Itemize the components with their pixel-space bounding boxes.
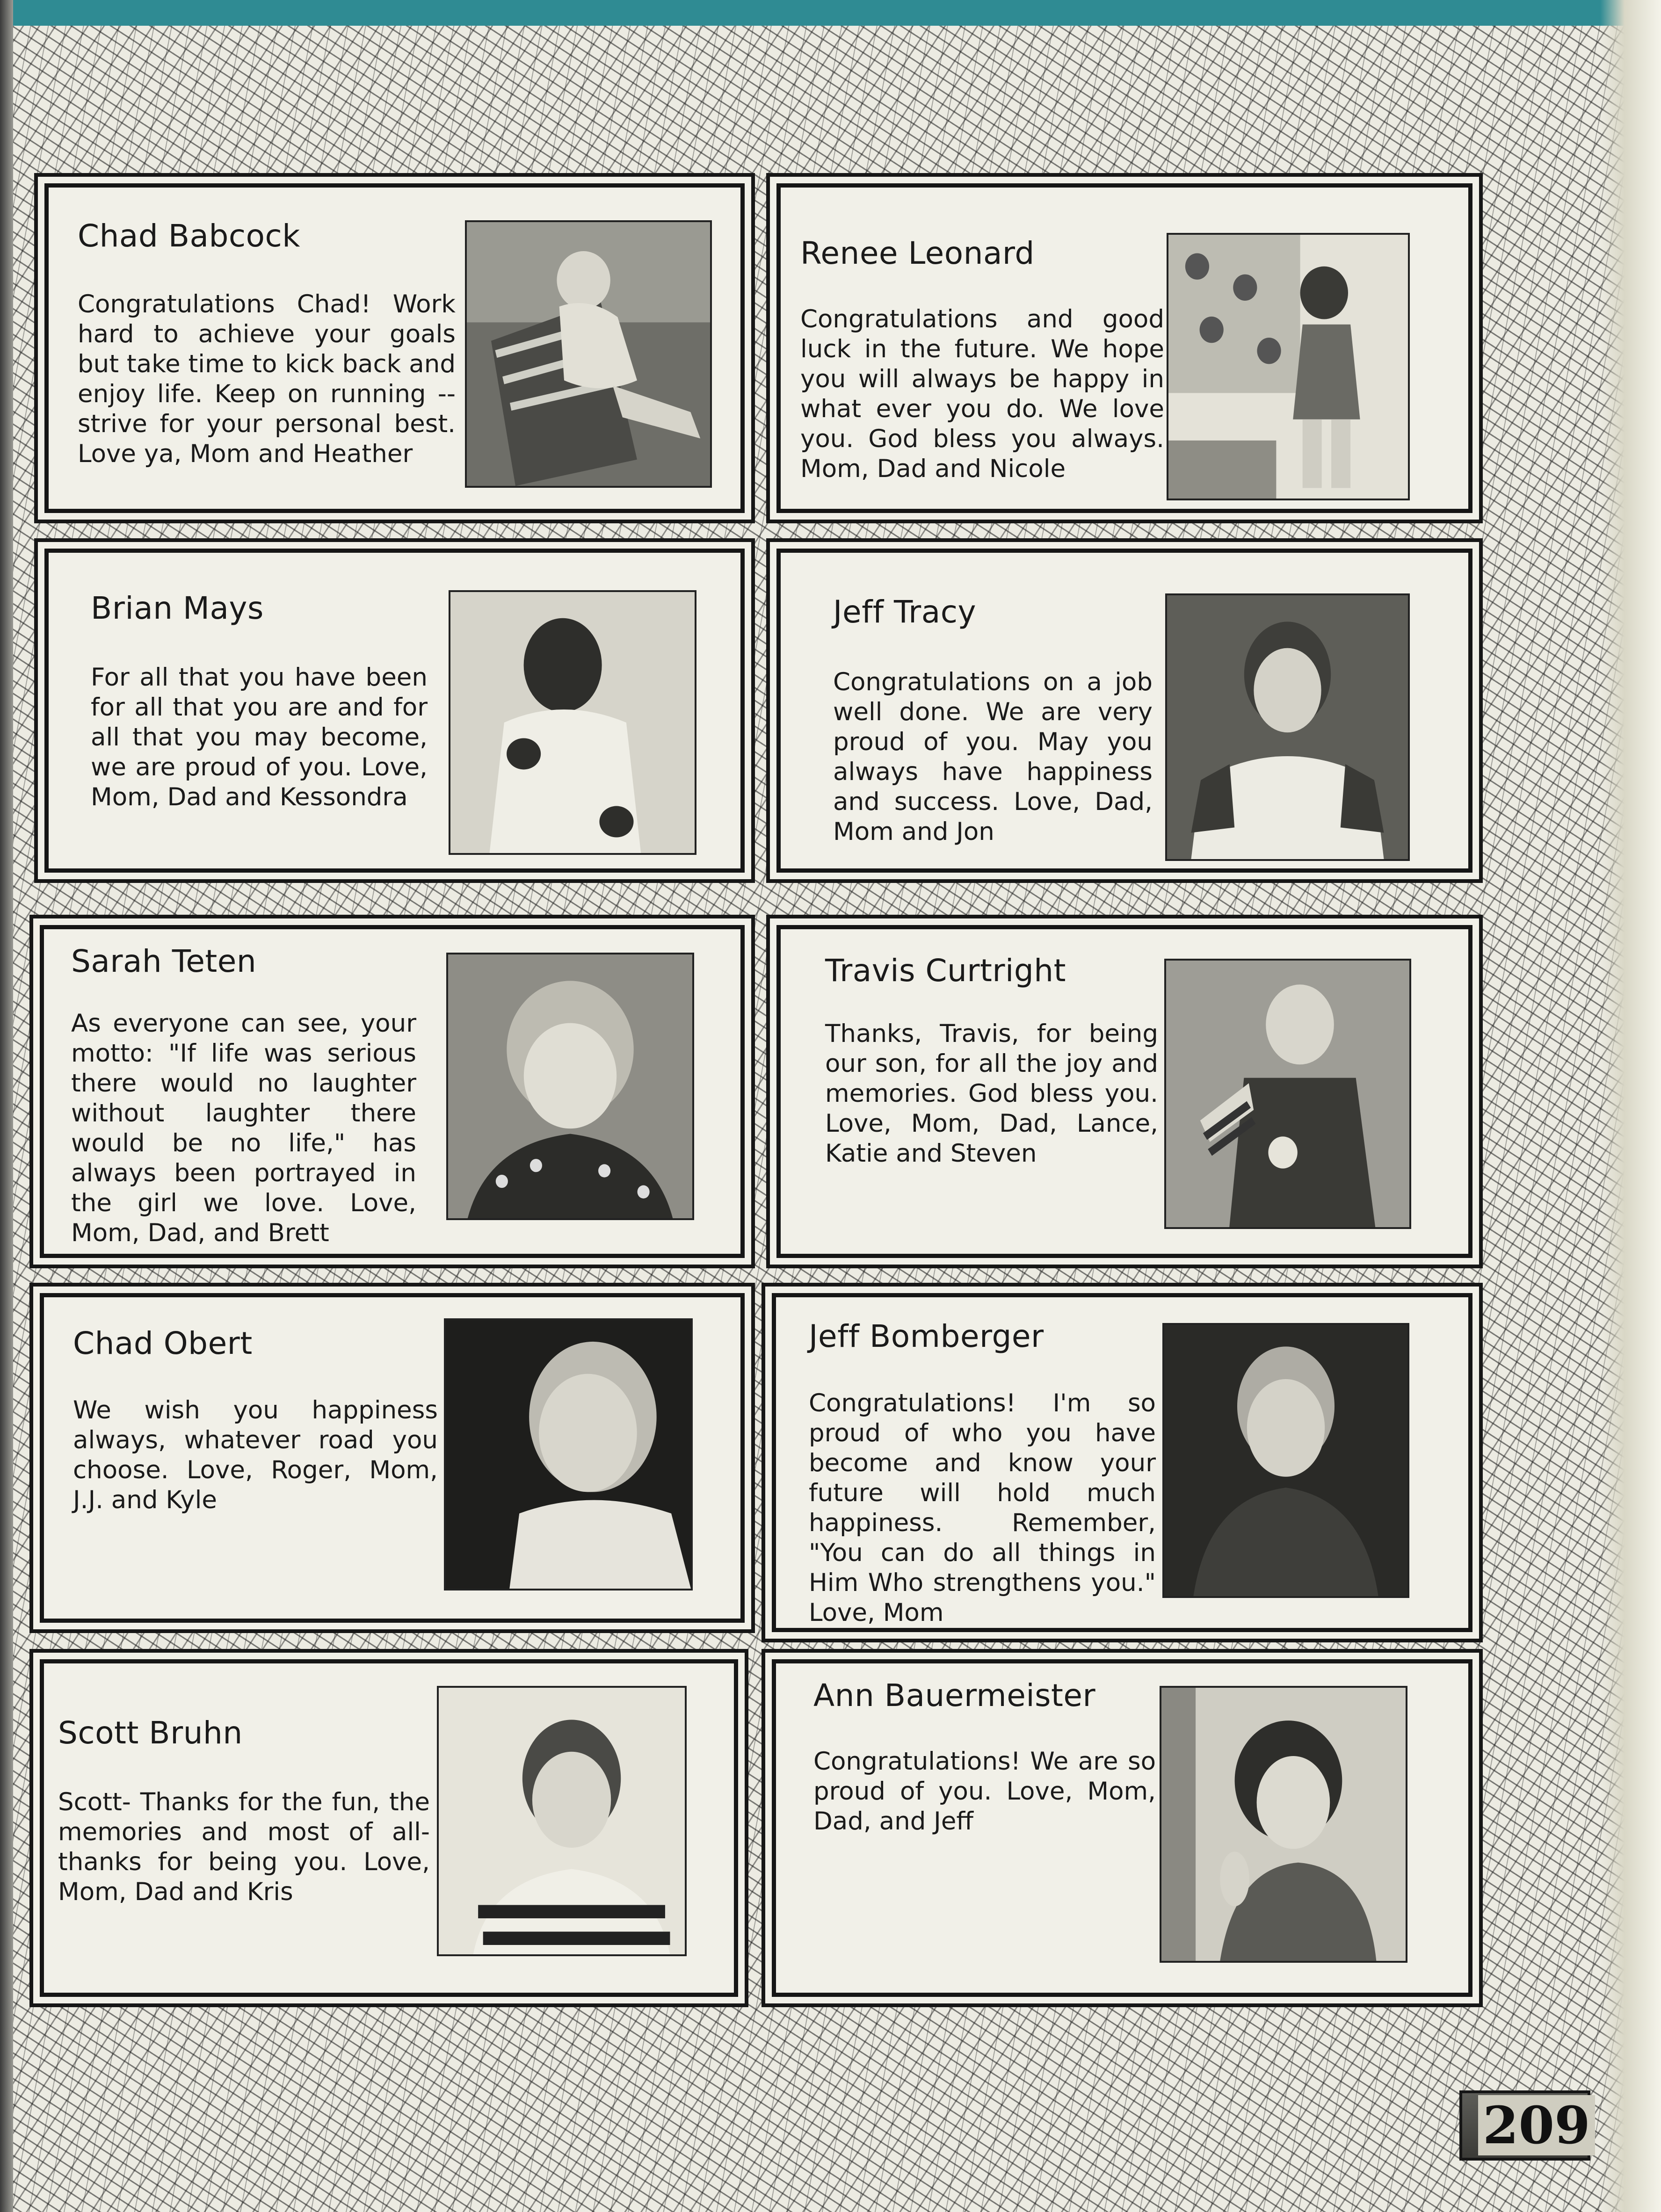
binding-strip [0, 0, 1661, 26]
tribute-card-chad-obert [40, 1293, 745, 1623]
baby-photo [1165, 593, 1410, 861]
tribute-card-jeff-tracy [776, 549, 1472, 873]
tribute-name: Chad Babcock [78, 218, 301, 254]
baby-photo [437, 1686, 687, 1956]
tribute-name: Sarah Teten [71, 943, 257, 979]
page-number [1459, 2090, 1590, 2161]
baby-photo [1160, 1686, 1407, 1963]
tribute-card-scott-bruhn [40, 1659, 738, 1997]
tribute-message: Congratulations and good luck in the future. We hope you will always be happy in what ever you do. We love you. God bless you always. Mom, Dad and Nicole [800, 305, 1164, 483]
tribute-name: Renee Leonard [800, 235, 1035, 271]
tribute-name: Scott Bruhn [58, 1715, 243, 1751]
tribute-message: Scott- Thanks for the fun, the memories and most of all- thanks for being you. Love, Mom, Dad and Kris [58, 1788, 430, 1906]
baby-photo [1167, 233, 1410, 500]
baby-photo [446, 953, 694, 1220]
tribute-card-sarah-teten [40, 925, 745, 1258]
tribute-name: Chad Obert [73, 1325, 253, 1361]
tribute-card-ann-bauermeister [772, 1659, 1472, 1997]
tribute-card-brian-mays [44, 549, 745, 873]
tribute-message: Congratulations Chad! Work hard to achieve your goals but take time to kick back and enjoy life. Keep on running -- strive for your personal best. Love ya, Mom and Heather [78, 290, 456, 468]
tribute-message: For all that you have been for all that you are and for all that you may become, we are proud of you. Love, Mom, Dad and Kessondra [91, 663, 428, 811]
baby-photo [1162, 1323, 1409, 1598]
page-edge [1600, 0, 1661, 2212]
tribute-card-chad-babcock [44, 183, 745, 513]
baby-photo [449, 590, 696, 855]
baby-photo [444, 1318, 693, 1590]
tribute-card-renee-leonard [776, 183, 1472, 513]
tribute-name: Brian Mays [91, 590, 264, 626]
tribute-card-travis-curtright [776, 925, 1472, 1258]
tribute-message: As everyone can see, your motto: "If life was serious there would no laughter without laughter there would be no life," has always been portrayed in the girl we love. Love, Mom, Dad, and Brett [71, 1009, 416, 1247]
tribute-message: We wish you happiness always, whatever road you choose. Love, Roger, Mom, J.J. and Kyle [73, 1396, 438, 1514]
tribute-card-jeff-bomberger [772, 1293, 1472, 1632]
baby-photo [1164, 959, 1411, 1229]
baby-photo [465, 220, 712, 488]
page-number-text: 209 [1478, 2095, 1595, 2155]
tribute-name: Ann Bauermeister [813, 1677, 1096, 1713]
tribute-name: Jeff Tracy [833, 594, 977, 630]
tribute-name: Jeff Bomberger [809, 1318, 1044, 1354]
tribute-message: Congratulations! I'm so proud of who you have become and know your future will hold much happiness. Remember, "You can do all things in Him Who strengthens you." Love, Mom [809, 1389, 1156, 1627]
page-gutter [0, 0, 13, 2212]
tribute-name: Travis Curtright [825, 953, 1066, 989]
tribute-message: Thanks, Travis, for being our son, for all the joy and memories. God bless you. Love, Mom, Dad, Lance, Katie and Steven [825, 1019, 1158, 1168]
tribute-message: Congratulations! We are so proud of you. Love, Mom, Dad, and Jeff [813, 1747, 1156, 1836]
tribute-message: Congratulations on a job well done. We are very proud of you. May you always have happiness and success. Love, Dad, Mom and Jon [833, 668, 1153, 846]
